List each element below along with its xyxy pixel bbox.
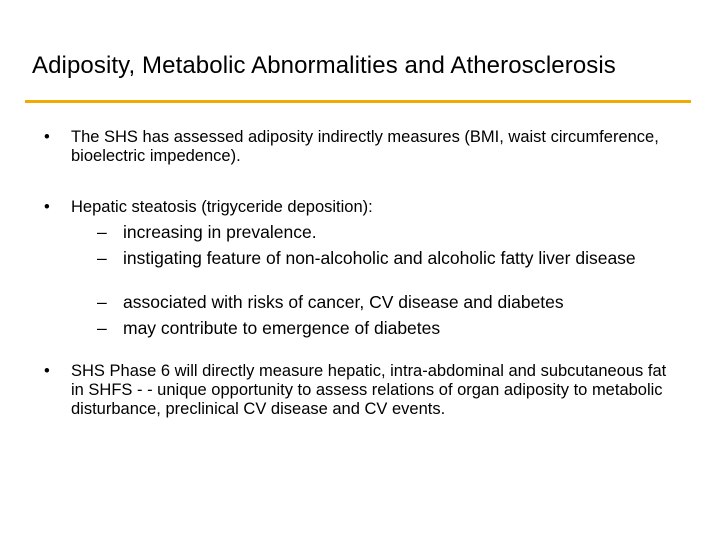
slide-title: Adiposity, Metabolic Abnormalities and Atherosclerosis bbox=[32, 52, 616, 79]
dash-icon: – bbox=[97, 222, 107, 242]
dash-icon: – bbox=[97, 248, 107, 268]
bullet-text: SHS Phase 6 will directly measure hepatic, intra-abdominal and subcutaneous fat in SHFS - - unique opportunity to assess relations of organ adiposity to metabolic disturbance, preclinical CV disease and CV events. bbox=[71, 362, 667, 418]
title-divider bbox=[25, 100, 691, 103]
bullet-icon: • bbox=[44, 198, 50, 216]
bullet-icon: • bbox=[44, 362, 50, 380]
sub-bullet-text: may contribute to emergence of diabetes bbox=[123, 318, 441, 338]
bullet-text: The SHS has assessed adiposity indirectly measures (BMI, waist circumference, bioelectric impedence). bbox=[71, 128, 659, 165]
bullet-icon: • bbox=[44, 128, 50, 146]
dash-icon: – bbox=[97, 318, 107, 338]
sub-bullet-text: associated with risks of cancer, CV disease and diabetes bbox=[123, 292, 564, 312]
sub-bullet-text: instigating feature of non-alcoholic and alcoholic fatty liver disease bbox=[123, 248, 636, 268]
bullet-text: Hepatic steatosis (trigyceride deposition): bbox=[71, 198, 373, 216]
dash-icon: – bbox=[97, 292, 107, 312]
sub-bullet-text: increasing in prevalence. bbox=[123, 222, 317, 242]
